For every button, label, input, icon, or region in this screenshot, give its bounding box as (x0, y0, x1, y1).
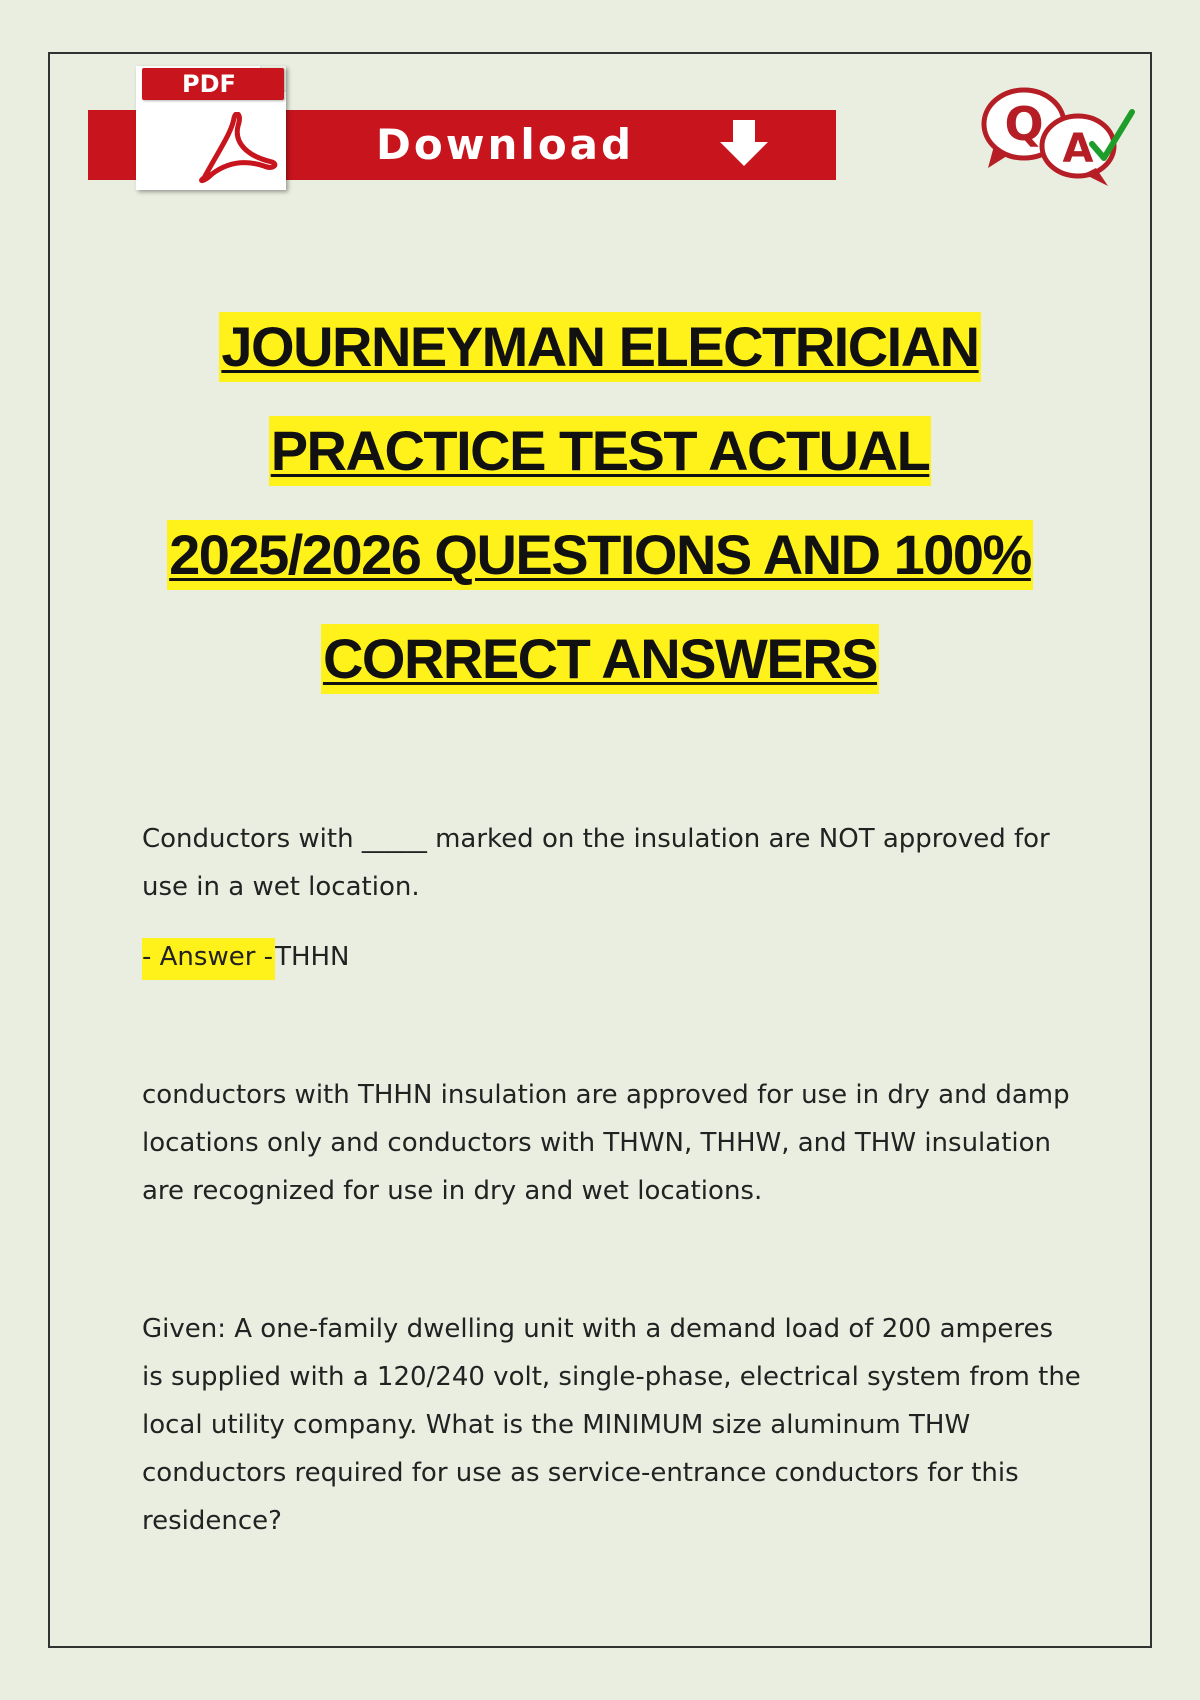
explanation-1: conductors with THHN insulation are approved for use in dry and damp locations only and conductors with THWN, THHW, and THW insulation are recognized for use in dry and wet locations. (142, 1080, 1070, 1206)
pdf-tag (142, 68, 284, 100)
download-banner[interactable] (88, 62, 836, 190)
title-line-2: PRACTICE TEST ACTUAL (269, 416, 932, 486)
question-2: Given: A one-family dwelling unit with a demand load of 200 amperes is supplied with a 120/240 volt, single-phase, electrical system from the local utility company. What is the MINIMUM size aluminum THW conductors required for use as service-entrance conductors for this residence? (142, 1314, 1081, 1536)
document-body (142, 815, 1082, 1571)
document-title (100, 312, 1100, 728)
answer-1 (142, 933, 1082, 981)
acrobat-icon (198, 112, 278, 184)
qa-logo-graphic (980, 82, 1140, 192)
answer-prefix: - Answer - (142, 938, 275, 980)
q-letter: Q (1004, 97, 1044, 151)
title-line-4: CORRECT ANSWERS (321, 624, 879, 694)
pdf-tag-label: PDF (182, 70, 236, 98)
a-letter: A (1062, 126, 1094, 172)
question-1: Conductors with _____ marked on the insulation are NOT approved for use in a wet location. (142, 824, 1050, 902)
title-line-1: JOURNEYMAN ELECTRICIAN (219, 312, 980, 382)
qa-logo (980, 82, 1140, 192)
pdf-document-icon (136, 66, 286, 190)
answer-value: THHN (275, 942, 350, 972)
title-line-3: 2025/2026 QUESTIONS AND 100% (167, 520, 1033, 590)
download-label[interactable]: Download (376, 120, 635, 169)
download-arrow-icon[interactable] (716, 118, 772, 170)
